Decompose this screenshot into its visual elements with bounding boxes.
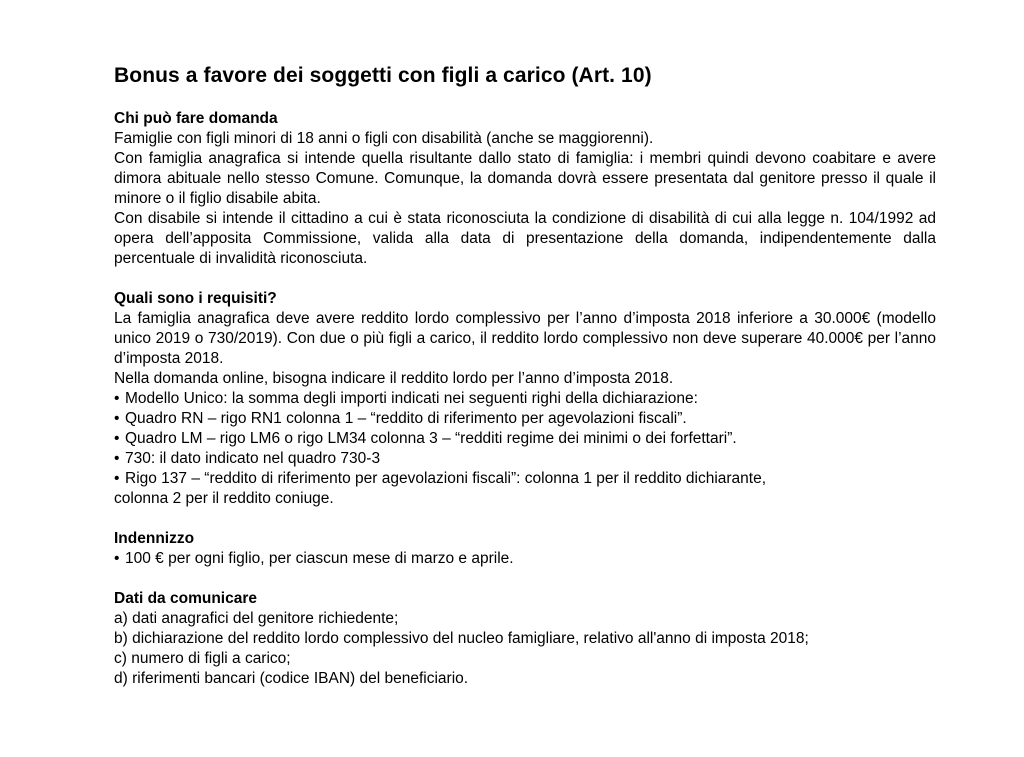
document-page (114, 62, 936, 709)
bullet-text: Rigo 137 – “reddito di riferimento per agevolazioni fiscali”: colonna 1 per il reddito dichiarante, (125, 470, 767, 487)
bullet-item (114, 409, 936, 429)
section-indennizzo (114, 529, 936, 569)
bullet-text: 100 € per ogni figlio, per ciascun mese di marzo e aprile. (125, 550, 514, 567)
paragraph: Nella domanda online, bisogna indicare il reddito lordo per l’anno d’imposta 2018. (114, 370, 674, 387)
list-item: a) dati anagrafici del genitore richiedente; (114, 610, 399, 627)
page-title: Bonus a favore dei soggetti con figli a carico (Art. 10) (114, 64, 652, 87)
paragraph: colonna 2 per il reddito coniuge. (114, 490, 334, 507)
bullet-icon: • (114, 430, 120, 447)
paragraph: Con disabile si intende il cittadino a cui è stata riconosciuta la condizione di disabilità di cui alla legge n. 104/1992 ad opera dell’apposita Commissione, valida alla data di presentazione della domanda, indipendentemente dalla percentuale di invalidità riconosciuta. (114, 210, 936, 267)
bullet-item (114, 549, 936, 569)
bullet-item (114, 449, 936, 469)
bullet-item (114, 429, 936, 449)
list-item: b) dichiarazione del reddito lordo complessivo del nucleo famigliare, relativo all'anno di imposta 2018; (114, 630, 809, 647)
paragraph: Con famiglia anagrafica si intende quella risultante dallo stato di famiglia: i membri quindi devono coabitare e avere dimora abituale nello stesso Comune. Comunque, la domanda dovrà essere presentata dal genitore presso il quale il minore o il figlio disabile abita. (114, 150, 936, 207)
section-heading: Indennizzo (114, 530, 195, 547)
section-heading: Dati da comunicare (114, 590, 257, 607)
bullet-icon: • (114, 410, 120, 427)
section-heading: Quali sono i requisiti? (114, 290, 277, 307)
list-item: c) numero di figli a carico; (114, 650, 291, 667)
section-heading: Chi può fare domanda (114, 110, 278, 127)
bullet-item (114, 469, 936, 489)
bullet-item (114, 389, 936, 409)
bullet-icon: • (114, 550, 120, 567)
section-dati-da-comunicare (114, 589, 936, 689)
section-chi-puo-fare-domanda (114, 109, 936, 269)
section-requisiti (114, 289, 936, 509)
list-item: d) riferimenti bancari (codice IBAN) del beneficiario. (114, 670, 469, 687)
bullet-text: Modello Unico: la somma degli importi indicati nei seguenti righi della dichiarazione: (125, 390, 698, 407)
paragraph: Famiglie con figli minori di 18 anni o figli con disabilità (anche se maggiorenni). (114, 130, 654, 147)
bullet-icon: • (114, 390, 120, 407)
bullet-text: 730: il dato indicato nel quadro 730-3 (125, 450, 381, 467)
bullet-text: Quadro RN – rigo RN1 colonna 1 – “reddito di riferimento per agevolazioni fiscali”. (125, 410, 687, 427)
bullet-text: Quadro LM – rigo LM6 o rigo LM34 colonna 3 – “redditi regime dei minimi o dei forfettari”. (125, 430, 737, 447)
bullet-icon: • (114, 450, 120, 467)
bullet-icon: • (114, 470, 120, 487)
paragraph: La famiglia anagrafica deve avere reddito lordo complessivo per l’anno d’imposta 2018 inferiore a 30.000€ (modello unico 2019 o 730/2019). Con due o più figli a carico, il reddito lordo complessivo non deve superare 40.000€ per l’anno d’imposta 2018. (114, 310, 936, 367)
